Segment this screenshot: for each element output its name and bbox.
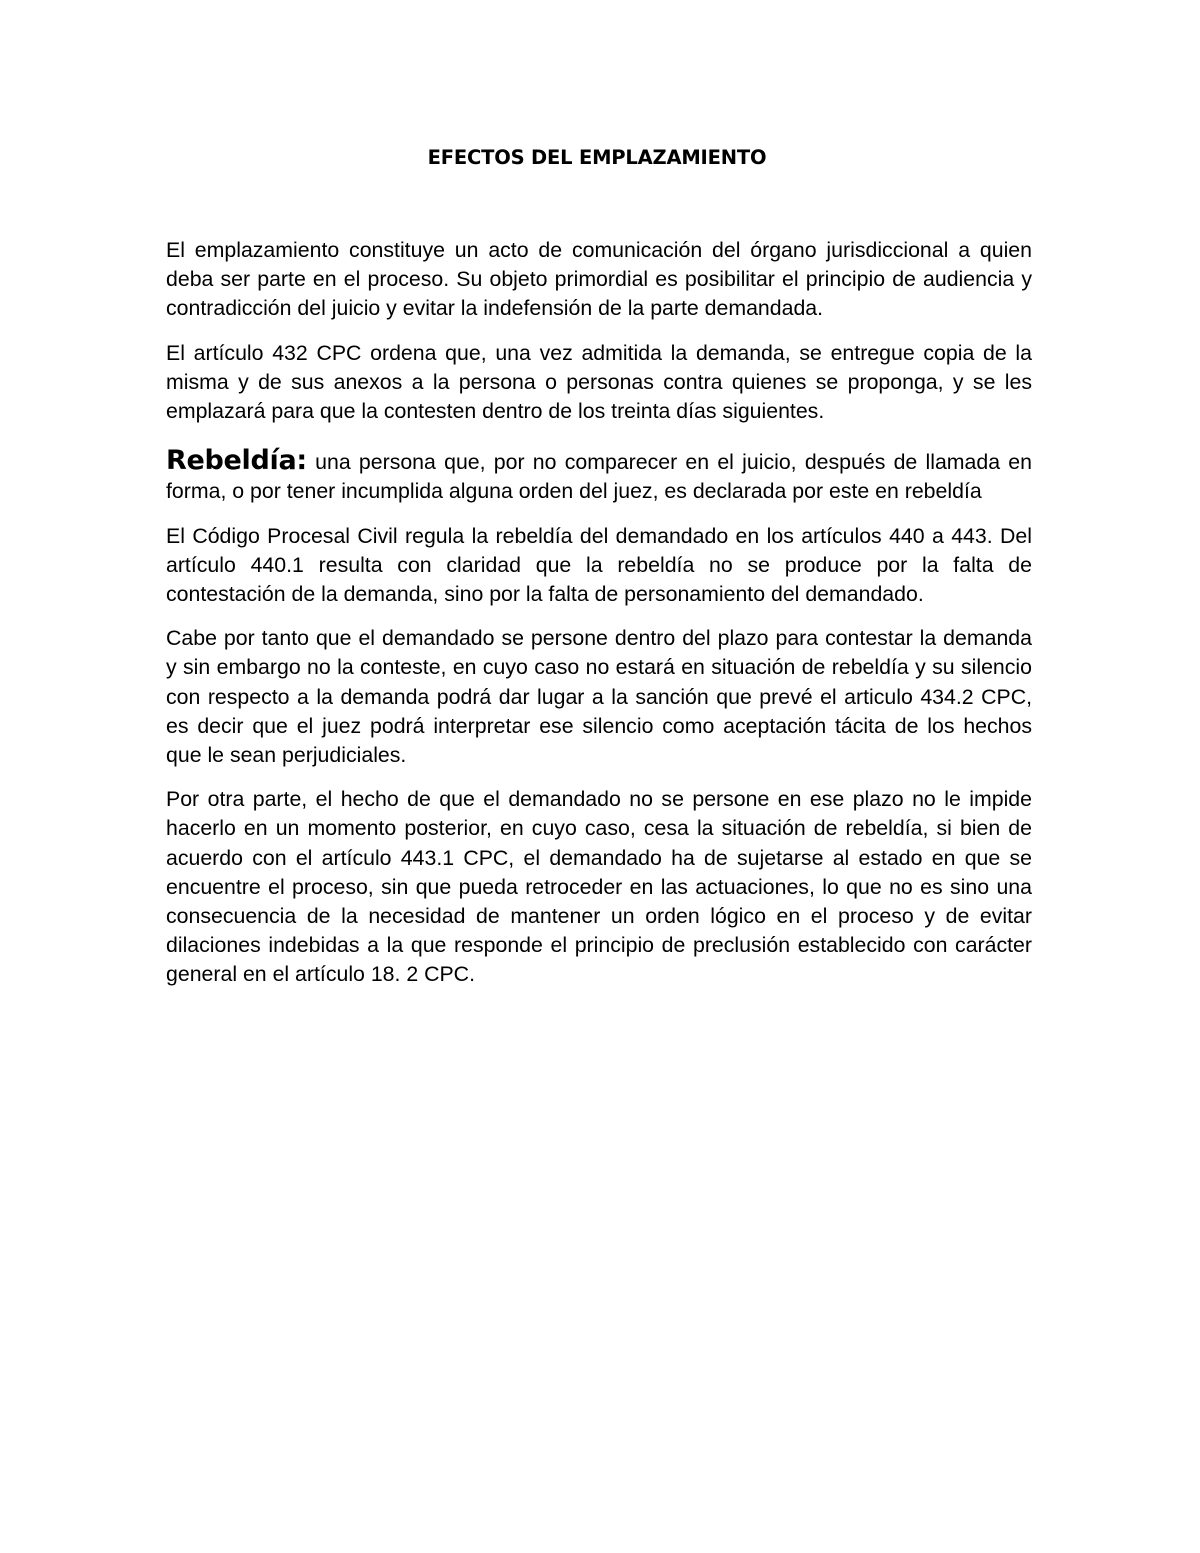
- document-body: [166, 236, 1032, 1005]
- paragraph-articulo-432: El artículo 432 CPC ordena que, una vez admitida la demanda, se entregue copia de la misma y de sus anexos a la persona o personas contra quienes se proponga, y se les emplazará para que la contesten dentro de los treinta días siguientes.: [166, 340, 1032, 424]
- paragraph-emplazamiento: El emplazamiento constituye un acto de comunicación del órgano jurisdiccional a quien deba ser parte en el proceso. Su objeto primordial es posibilitar el principio de audiencia y contradicción del juicio y evitar la indefensión de la parte demandada.: [166, 238, 1032, 321]
- paragraph-por-otra-parte: Por otra parte, el hecho de que el demandado no se persone en ese plazo no le impide hacerlo en un momento posterior, en cuyo caso, cesa la situación de rebeldía, si bien de acuerdo con el artículo 443.1 CPC, el demandado ha de sujetarse al estado en que se encuentre el proceso, sin que pueda retroceder en las actuaciones, lo que no es sino una consecuencia de la necesidad de mantener un orden lógico en el proceso y de evitar dilaciones indebidas a la que responde el principio de preclusión establecido con carácter general en el artículo 18. 2 CPC.: [166, 787, 1032, 987]
- rebeldia-term: Rebeldía:: [166, 445, 307, 477]
- paragraph-cabe-por-tanto: Cabe por tanto que el demandado se persone dentro del plazo para contestar la demanda y sin embargo no la conteste, en cuyo caso no estará en situación de rebeldía y su silencio con respecto a la demanda podrá dar lugar a la sanción que prevé el articulo 434.2 CPC, es decir que el juez podrá interpretar ese silencio como aceptación tácita de los hechos que le sean perjudiciales.: [166, 626, 1032, 768]
- paragraph-codigo-procesal: El Código Procesal Civil regula la rebeldía del demandado en los artículos 440 a 443. Del artículo 440.1 resulta con claridad que la rebeldía no se produce por la falta de contestación de la demanda, sino por la falta de personamiento del demandado.: [166, 523, 1032, 607]
- paragraph-rebeldia: [166, 446, 1032, 506]
- document-title: EFECTOS DEL EMPLAZAMIENTO: [427, 146, 767, 169]
- rebeldia-definition: una persona que, por no comparecer en el juicio, después de llamada en forma, o por tener incumplida alguna orden del juez, es declarada por este en rebeldía: [166, 450, 1032, 504]
